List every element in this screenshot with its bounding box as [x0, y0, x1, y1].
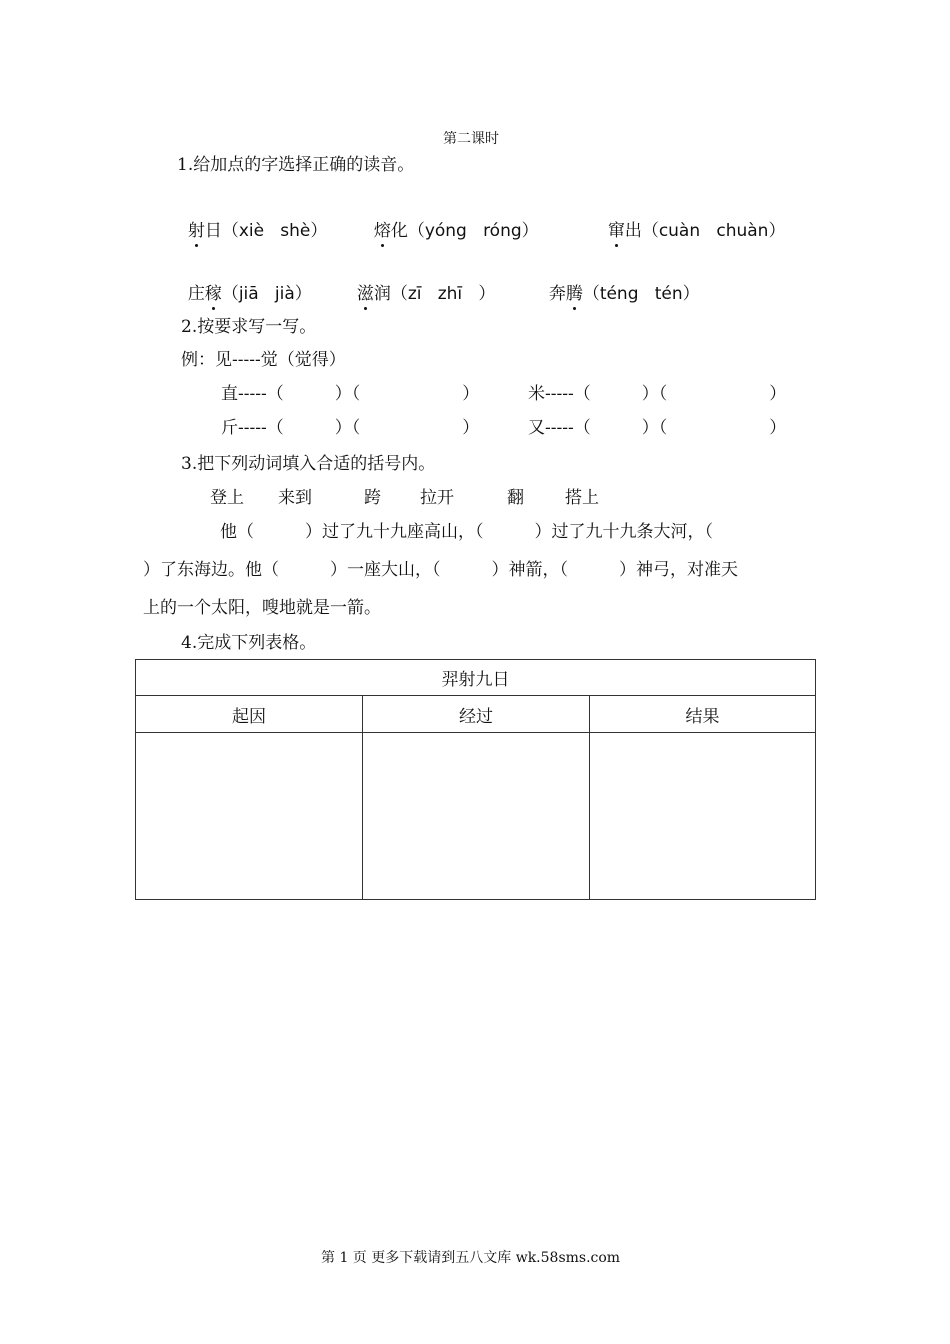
- q3-passage-line-1: 他（ ）过了九十九座高山，（ ）过了九十九条大河，（: [220, 522, 713, 542]
- pinyin-option: jià: [274, 284, 295, 304]
- page-title: 第二课时: [443, 131, 499, 147]
- q3-heading: 3.把下列动词填入合适的括号内。: [181, 454, 436, 474]
- q2-line1-right: 米-----（ ）（ ）: [528, 384, 787, 404]
- dotted-char: 熔: [374, 216, 391, 241]
- q1-item-3: 窜出（cuàn chuàn）: [597, 196, 785, 241]
- q2-example: 例：见-----觉（觉得）: [181, 350, 346, 370]
- q2-line2-right: 又-----（ ）（ ）: [528, 418, 787, 438]
- pinyin-option: shè: [280, 221, 311, 241]
- q2-line2-left: 斤-----（ ）（ ）: [221, 418, 480, 438]
- pinyin-option: róng: [483, 221, 522, 241]
- dotted-char: 滋: [357, 279, 374, 304]
- column-header-process: 经过: [363, 696, 590, 733]
- pinyin-option: yóng: [424, 221, 467, 241]
- q2-line1-left: 直-----（ ）（ ）: [221, 384, 480, 404]
- column-header-result: 结果: [590, 696, 816, 733]
- q3-word: 拉开: [420, 488, 454, 508]
- dotted-char: 射: [188, 216, 205, 241]
- pinyin-option: tén: [654, 284, 683, 304]
- answer-cell-result[interactable]: [590, 733, 816, 900]
- q3-passage-line-2: ）了东海边。他（ ）一座大山，（ ）神箭，（ ）神弓，对准天: [143, 560, 738, 580]
- q1-heading: 1.给加点的字选择正确的读音。: [177, 155, 415, 175]
- dotted-char: 腾: [566, 279, 583, 304]
- q3-passage-line-3: 上的一个太阳，嗖地就是一箭。: [143, 598, 381, 618]
- q3-word: 跨: [364, 488, 381, 508]
- pinyin-option: xiè: [238, 221, 265, 241]
- q1-item-4: 庄稼（jiā jià）: [177, 259, 312, 304]
- q1-item-5: 滋润（zī zhī ）: [346, 259, 495, 304]
- q4-heading: 4.完成下列表格。: [181, 633, 317, 653]
- table-title: 羿射九日: [136, 660, 816, 696]
- pinyin-option: téng: [599, 284, 639, 304]
- pinyin-option: zī: [407, 284, 422, 304]
- summary-table: [135, 659, 816, 900]
- page-footer: 第 1 页 更多下载请到五八文库 wk.58sms.com: [321, 1250, 621, 1266]
- q3-word: 搭上: [565, 488, 599, 508]
- pinyin-option: zhī: [437, 284, 463, 304]
- q1-item-6: 奔腾（téng tén）: [538, 259, 700, 304]
- pinyin-option: cuàn: [658, 221, 701, 241]
- q1-item-1: 射日（xiè shè）: [177, 196, 327, 241]
- column-header-cause: 起因: [136, 696, 363, 733]
- dotted-char: 稼: [205, 279, 222, 304]
- pinyin-option: jiā: [238, 284, 259, 304]
- answer-cell-process[interactable]: [363, 733, 590, 900]
- answer-cell-cause[interactable]: [136, 733, 363, 900]
- q3-word: 来到: [278, 488, 312, 508]
- q3-word: 翻: [507, 488, 524, 508]
- q3-word: 登上: [210, 488, 244, 508]
- q1-item-2: 熔化（yóng róng）: [363, 196, 539, 241]
- pinyin-option: chuàn: [716, 221, 769, 241]
- dotted-char: 窜: [608, 216, 625, 241]
- q2-heading: 2.按要求写一写。: [181, 317, 317, 337]
